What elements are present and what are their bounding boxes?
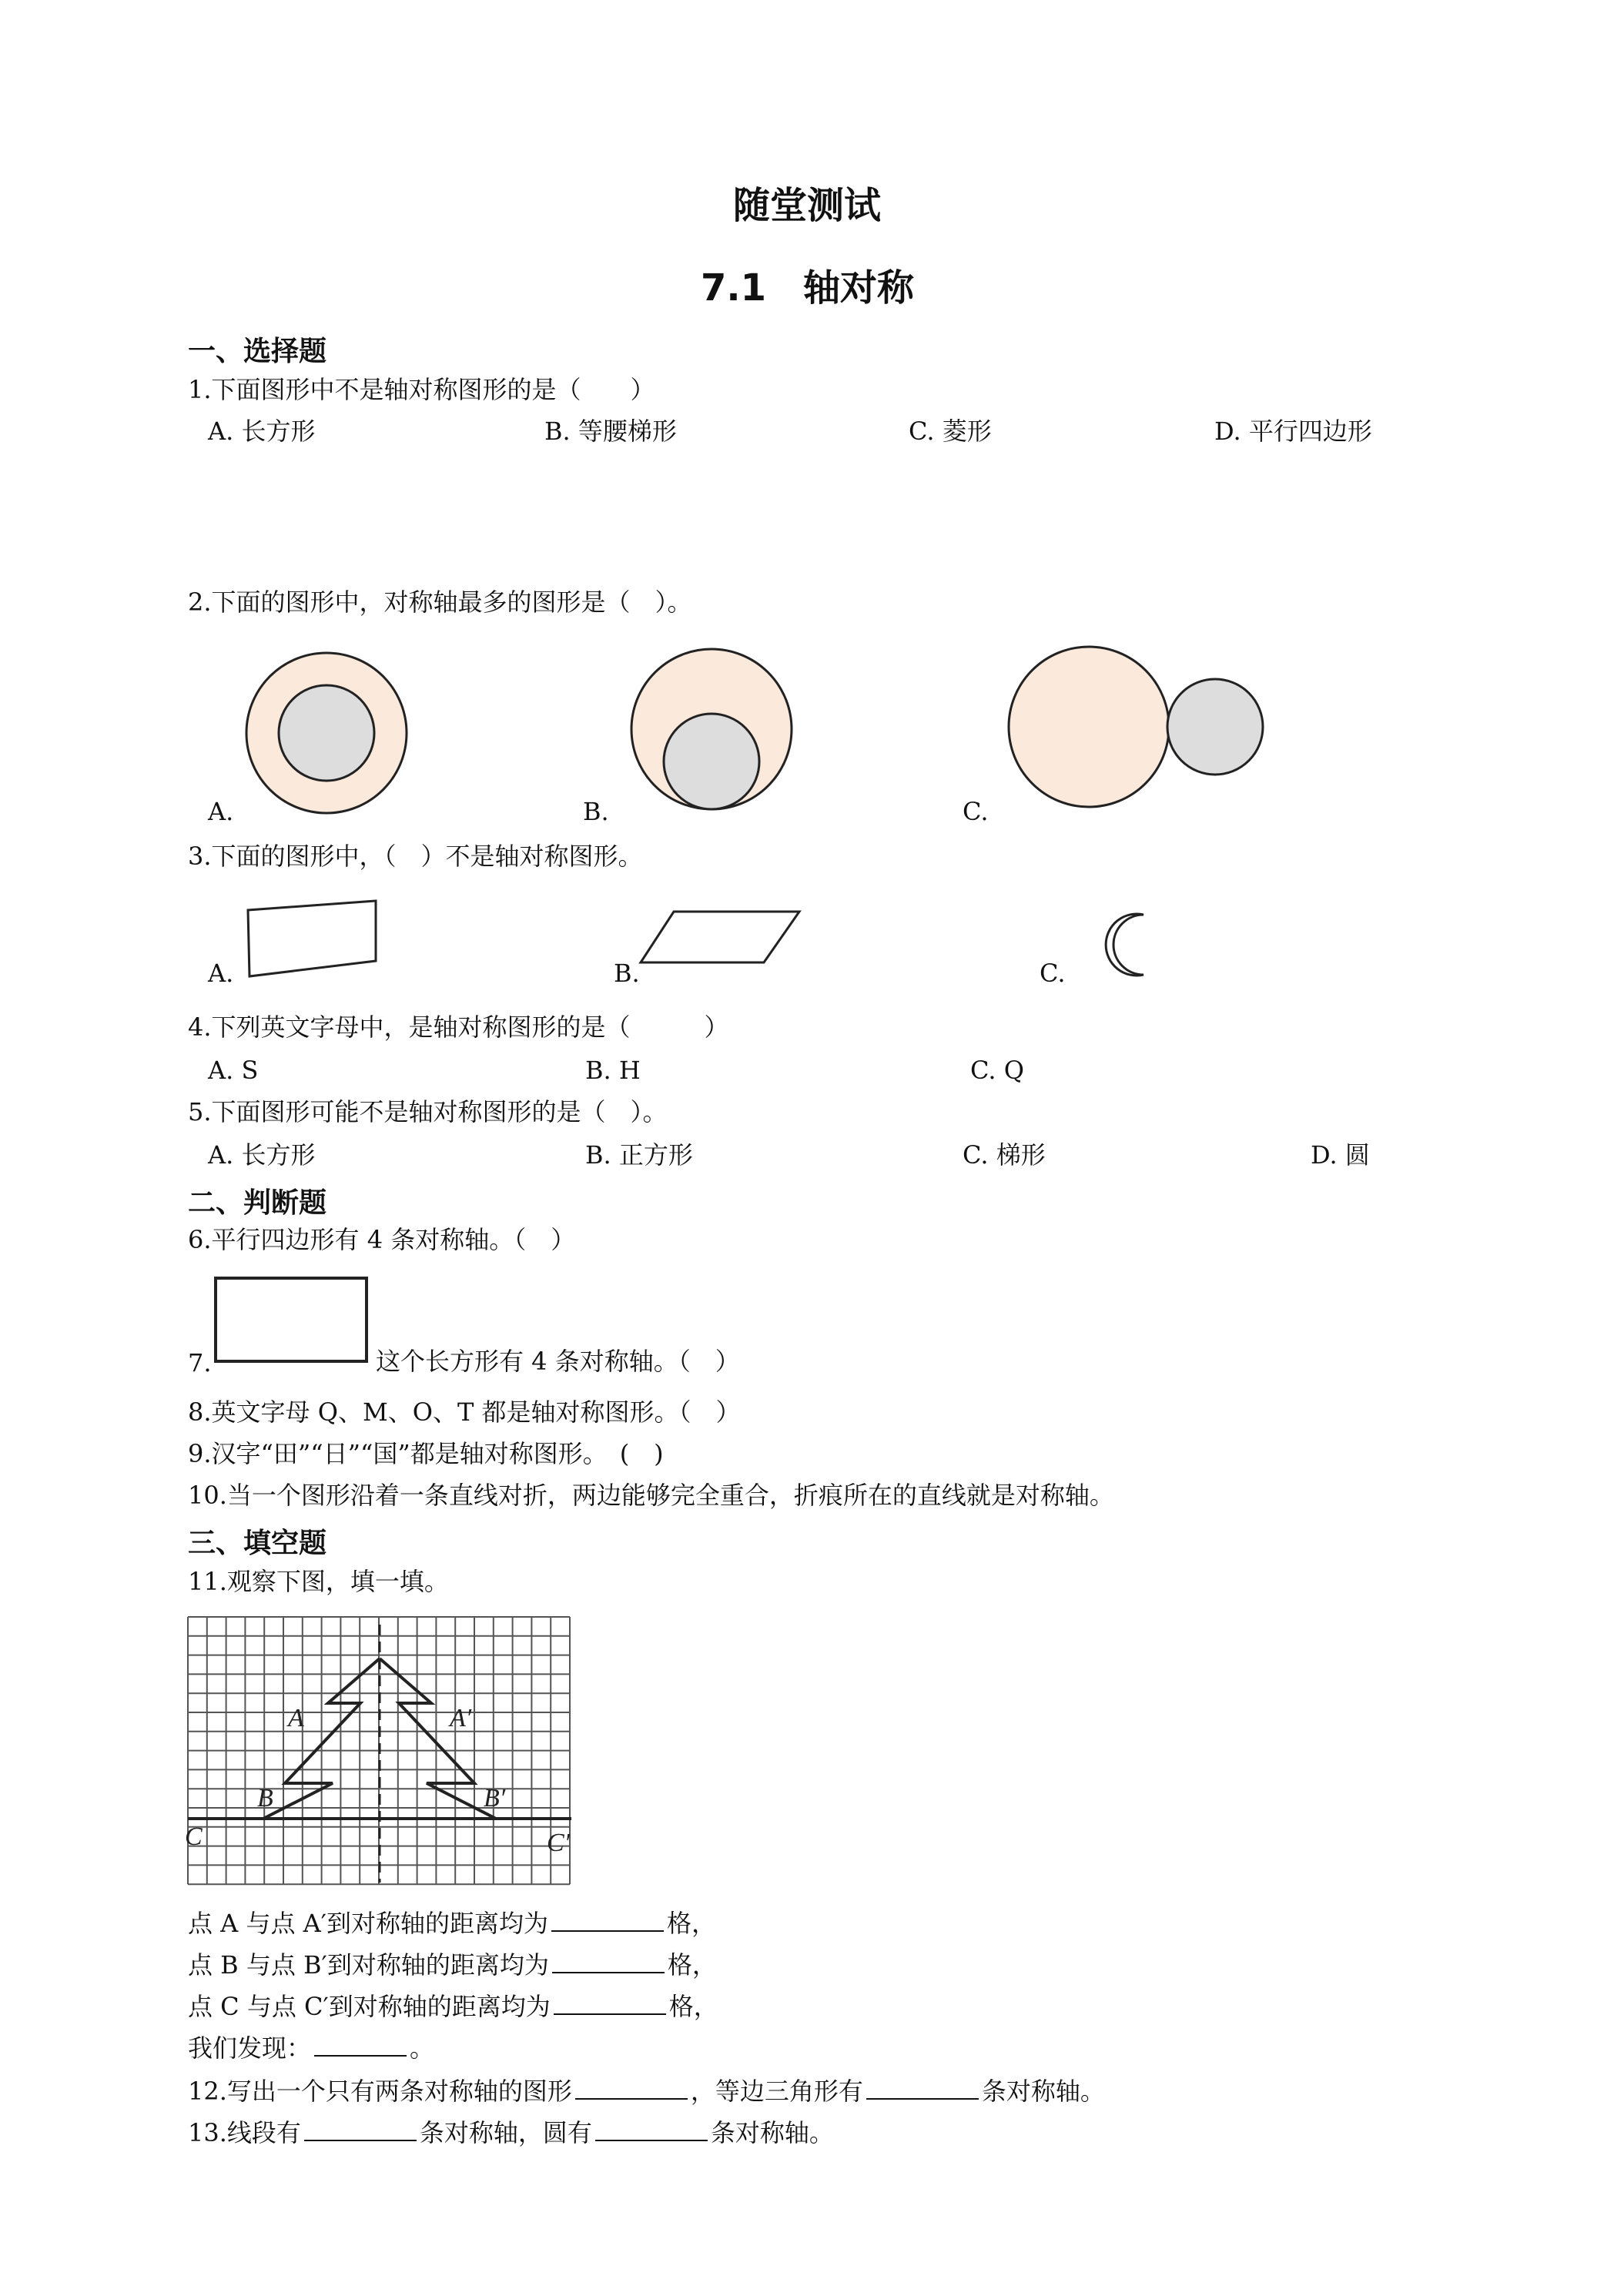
question-3-option-a[interactable]: A.	[208, 959, 234, 988]
blank-8[interactable]	[595, 2118, 708, 2141]
question-4-option-b[interactable]: B. H	[585, 1056, 641, 1085]
inner-circle	[279, 685, 374, 781]
label-c: C	[185, 1822, 203, 1851]
label-a-prime: A′	[450, 1704, 472, 1732]
blank-2[interactable]	[552, 1950, 665, 1973]
question-11-line-2: 点 B 与点 B′到对称轴的距离均为 格，	[188, 1950, 717, 1980]
question-7-text: 这个长方形有 4 条对称轴。（ ）	[376, 1347, 740, 1376]
label-b-prime: B′	[484, 1784, 506, 1812]
question-1-option-b[interactable]: B. 等腰梯形	[544, 417, 677, 446]
question-1-option-a[interactable]: A. 长方形	[208, 417, 316, 446]
large-circle	[1009, 647, 1169, 807]
figure-quadrilateral	[239, 893, 393, 986]
question-1-option-c[interactable]: C. 菱形	[909, 417, 992, 446]
question-3-text: 3.下面的图形中，（ ）不是轴对称图形。	[188, 842, 643, 871]
figure-parallelogram	[639, 909, 809, 970]
figure-rectangle	[213, 1275, 374, 1367]
question-2-option-b[interactable]: B.	[583, 797, 609, 826]
question-3-option-b[interactable]: B.	[614, 959, 640, 988]
blank-6[interactable]	[866, 2077, 979, 2100]
question-12-text: 12.写出一个只有两条对称轴的图形 ，等边三角形有 条对称轴。	[188, 2077, 1105, 2106]
question-4-text: 4.下列英文字母中，是轴对称图形的是（ ）	[188, 1012, 729, 1042]
question-4-option-c[interactable]: C. Q	[970, 1056, 1024, 1085]
page-title: 随堂测试	[733, 184, 882, 227]
label-b: B	[257, 1784, 273, 1812]
question-11-line-3: 点 C 与点 C′到对称轴的距离均为 格，	[188, 1992, 718, 2021]
question-5-option-c[interactable]: C. 梯形	[963, 1140, 1046, 1170]
inner-circle	[664, 714, 759, 809]
question-7-number: 7.	[188, 1348, 212, 1377]
question-5-option-a[interactable]: A. 长方形	[208, 1140, 316, 1170]
small-circle	[1167, 679, 1263, 775]
blank-3[interactable]	[554, 1992, 666, 2015]
section-heading-choice: 一、选择题	[188, 336, 327, 367]
question-11-line-4: 我们发现： 。	[188, 2033, 435, 2063]
question-1-text: 1.下面图形中不是轴对称图形的是（ ）	[188, 375, 655, 404]
blank-1[interactable]	[551, 1909, 664, 1932]
label-c-prime: C′	[547, 1829, 571, 1857]
label-a: A	[288, 1704, 304, 1732]
grid-figure	[185, 1617, 588, 1886]
blank-7[interactable]	[304, 2118, 417, 2141]
question-10-text: 10.当一个图形沿着一条直线对折，两边能够完全重合，折痕所在的直线就是对称轴。	[188, 1481, 1114, 1510]
question-5-text: 5.下面图形可能不是轴对称图形的是（ ）。	[188, 1097, 668, 1126]
question-5-option-d[interactable]: D. 圆	[1311, 1140, 1370, 1170]
question-8-text: 8.英文字母 Q、M、O、T 都是轴对称图形。（ ）	[188, 1397, 741, 1427]
right-outline	[380, 1658, 496, 1819]
figure-concentric-circles	[231, 647, 431, 824]
question-2-text: 2.下面的图形中，对称轴最多的图形是（ ）。	[188, 587, 692, 617]
question-4-option-a[interactable]: A. S	[208, 1056, 259, 1085]
question-9-text: 9.汉字“田”“日”“国”都是轴对称图形。 ( )	[188, 1439, 664, 1468]
section-heading-fill: 三、填空题	[188, 1528, 327, 1559]
question-2-option-a[interactable]: A.	[208, 797, 234, 826]
blank-4[interactable]	[314, 2033, 407, 2057]
page-subtitle: 7.1 轴对称	[701, 266, 915, 310]
question-6-text: 6.平行四边形有 4 条对称轴。（ ）	[188, 1225, 576, 1254]
question-5-option-b[interactable]: B. 正方形	[585, 1140, 693, 1170]
figure-crescent	[1070, 909, 1163, 986]
question-1-option-d[interactable]: D. 平行四边形	[1214, 417, 1372, 446]
blank-5[interactable]	[575, 2077, 688, 2100]
question-11-line-1: 点 A 与点 A′到对称轴的距离均为 格，	[188, 1909, 717, 1938]
question-13-text: 13.线段有 条对称轴，圆有 条对称轴。	[188, 2118, 834, 2147]
figure-touching-circles	[1001, 638, 1278, 822]
question-3-option-c[interactable]: C.	[1040, 959, 1066, 988]
question-2-option-c[interactable]: C.	[963, 797, 989, 826]
figure-tangent-inner-circle	[616, 639, 816, 824]
section-heading-judge: 二、判断题	[188, 1187, 327, 1219]
question-11-text: 11.观察下图，填一填。	[188, 1567, 449, 1596]
